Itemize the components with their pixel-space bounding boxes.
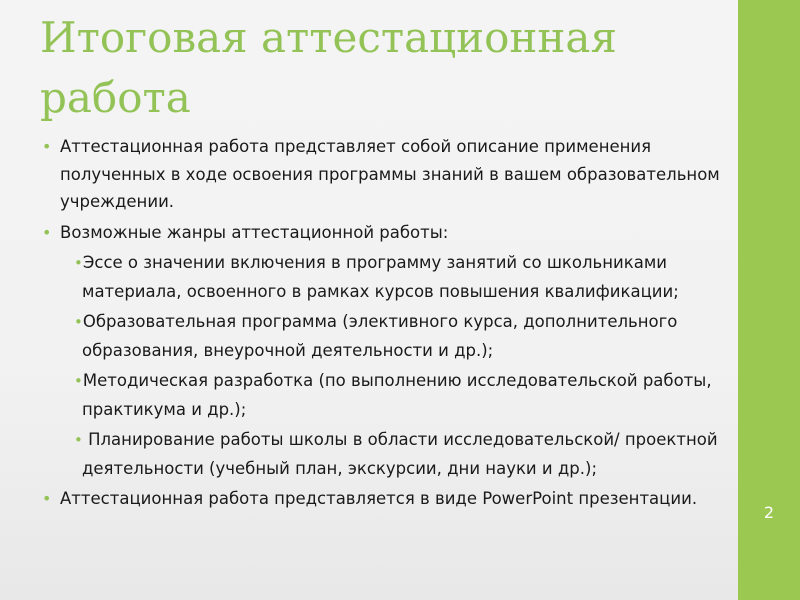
list-item-text: Возможные жанры аттестационной работы:	[60, 222, 449, 242]
list-item	[40, 133, 735, 216]
list-item	[40, 219, 735, 247]
sub-list-item-text: Эссе о значении включения в программу занятий со школьниками материала, освоенного в рамках курсов повышения квалификации;	[82, 253, 679, 301]
sub-list-item-text: Методическая разработка (по выполнению исследовательской работы, практикума и др.);	[82, 371, 712, 419]
bullet-icon: •	[74, 372, 83, 390]
bullet-icon: •	[74, 254, 83, 272]
sub-list-item	[40, 308, 764, 364]
sub-list-item-text: Образовательная программа (элективного курса, дополнительного образования, внеурочной деятельности и др.);	[82, 312, 678, 360]
list-item	[40, 485, 735, 513]
page-number: 2	[763, 503, 775, 522]
bullet-icon: •	[42, 489, 52, 508]
sub-list-item	[40, 367, 764, 423]
bullet-icon: •	[42, 137, 52, 156]
bullet-icon: •	[74, 431, 83, 449]
slide-title: Итоговая аттестационная работа	[40, 13, 617, 122]
list-item-text: Аттестационная работа представляется в виде PowerPoint презентации.	[60, 489, 698, 508]
bullet-list	[40, 133, 740, 516]
list-item-text: Аттестационная работа представляет собой описание применения полученных в ходе освоения программы знаний в вашем образовательном учреждении.	[60, 137, 720, 211]
sub-list-item	[40, 249, 764, 305]
bullet-icon: •	[42, 222, 52, 242]
bullet-icon: •	[74, 313, 83, 331]
sub-list-item	[40, 426, 764, 482]
sub-list-item-text: Планирование работы школы в области исследовательской/ проектной деятельности (учебный план, экскурсии, дни науки и др.);	[82, 430, 718, 478]
